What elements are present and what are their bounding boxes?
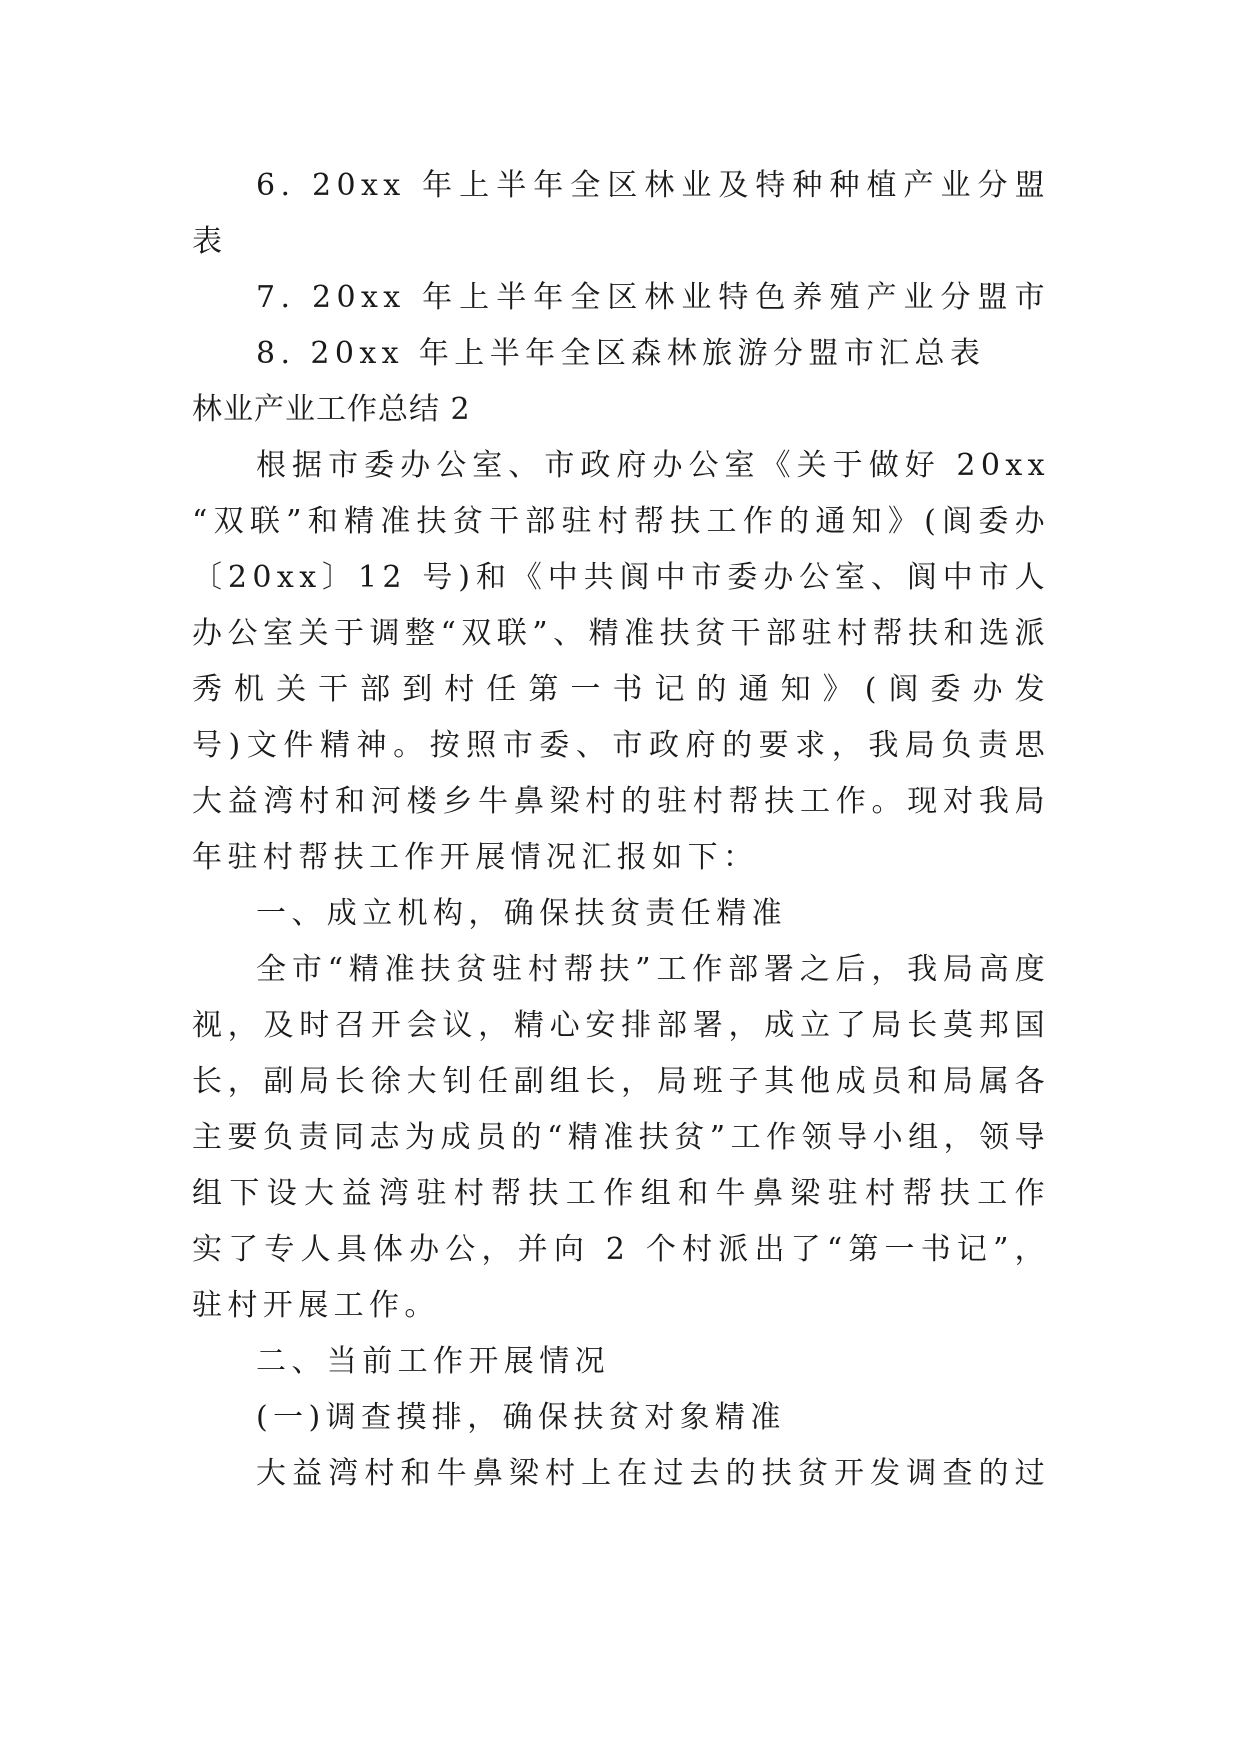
text-line: 秀机关干部到村任第一书记的通知》(阆委办发 [192,672,1050,707]
document-page [192,158,1050,1502]
text-line: 全市“精准扶贫驻村帮扶”工作部署之后，我局高度 [256,952,1050,987]
text-line: 实了专人具体办公，并向 2 个村派出了“第一书记”， [192,1232,1050,1267]
text-line: 大益湾村和河楼乡牛鼻梁村的驻村帮扶工作。现对我局 [192,784,1050,819]
text-line: 根据市委办公室、市政府办公室《关于做好 20xx [256,448,1050,483]
text-line: “双联”和精准扶贫干部驻村帮扶工作的通知》(阆委办 [192,504,1050,539]
text-line: 长，副局长徐大钊任副组长，局班子其他成员和局属各 [192,1064,1050,1099]
text-line: 视，及时召开会议，精心安排部署，成立了局长莫邦国 [192,1008,1050,1043]
section-heading: 林业产业工作总结 2 [192,392,471,427]
text-line: 主要负责同志为成员的“精准扶贫”工作领导小组，领导 [192,1120,1050,1155]
text-line: 年驻村帮扶工作开展情况汇报如下： [192,840,759,875]
text-line: 办公室关于调整“双联”、精准扶贫干部驻村帮扶和选派 [192,616,1050,651]
text-line: 8. 20xx 年上半年全区森林旅游分盟市汇总表 [256,336,986,371]
text-line: 大益湾村和牛鼻梁村上在过去的扶贫开发调查的过 [256,1456,1050,1491]
text-line: 表 [192,224,228,259]
text-line: 一、成立机构，确保扶贫责任精准 [256,896,787,931]
text-line: 二、当前工作开展情况 [256,1344,610,1379]
text-line: 组下设大益湾驻村帮扶工作组和牛鼻梁驻村帮扶工作 [192,1176,1050,1211]
text-line: 6. 20xx 年上半年全区林业及特种种植产业分盟 [256,168,1050,203]
text-line: (一)调查摸排，确保扶贫对象精准 [256,1400,786,1435]
text-line: 驻村开展工作。 [192,1288,440,1323]
text-line: 7. 20xx 年上半年全区林业特色养殖产业分盟市 [256,280,1050,315]
text-line: 〔20xx〕12 号)和《中共阆中市委办公室、阆中市人 [192,560,1050,595]
text-line: 号)文件精神。按照市委、市政府的要求，我局负责思 [192,728,1050,763]
